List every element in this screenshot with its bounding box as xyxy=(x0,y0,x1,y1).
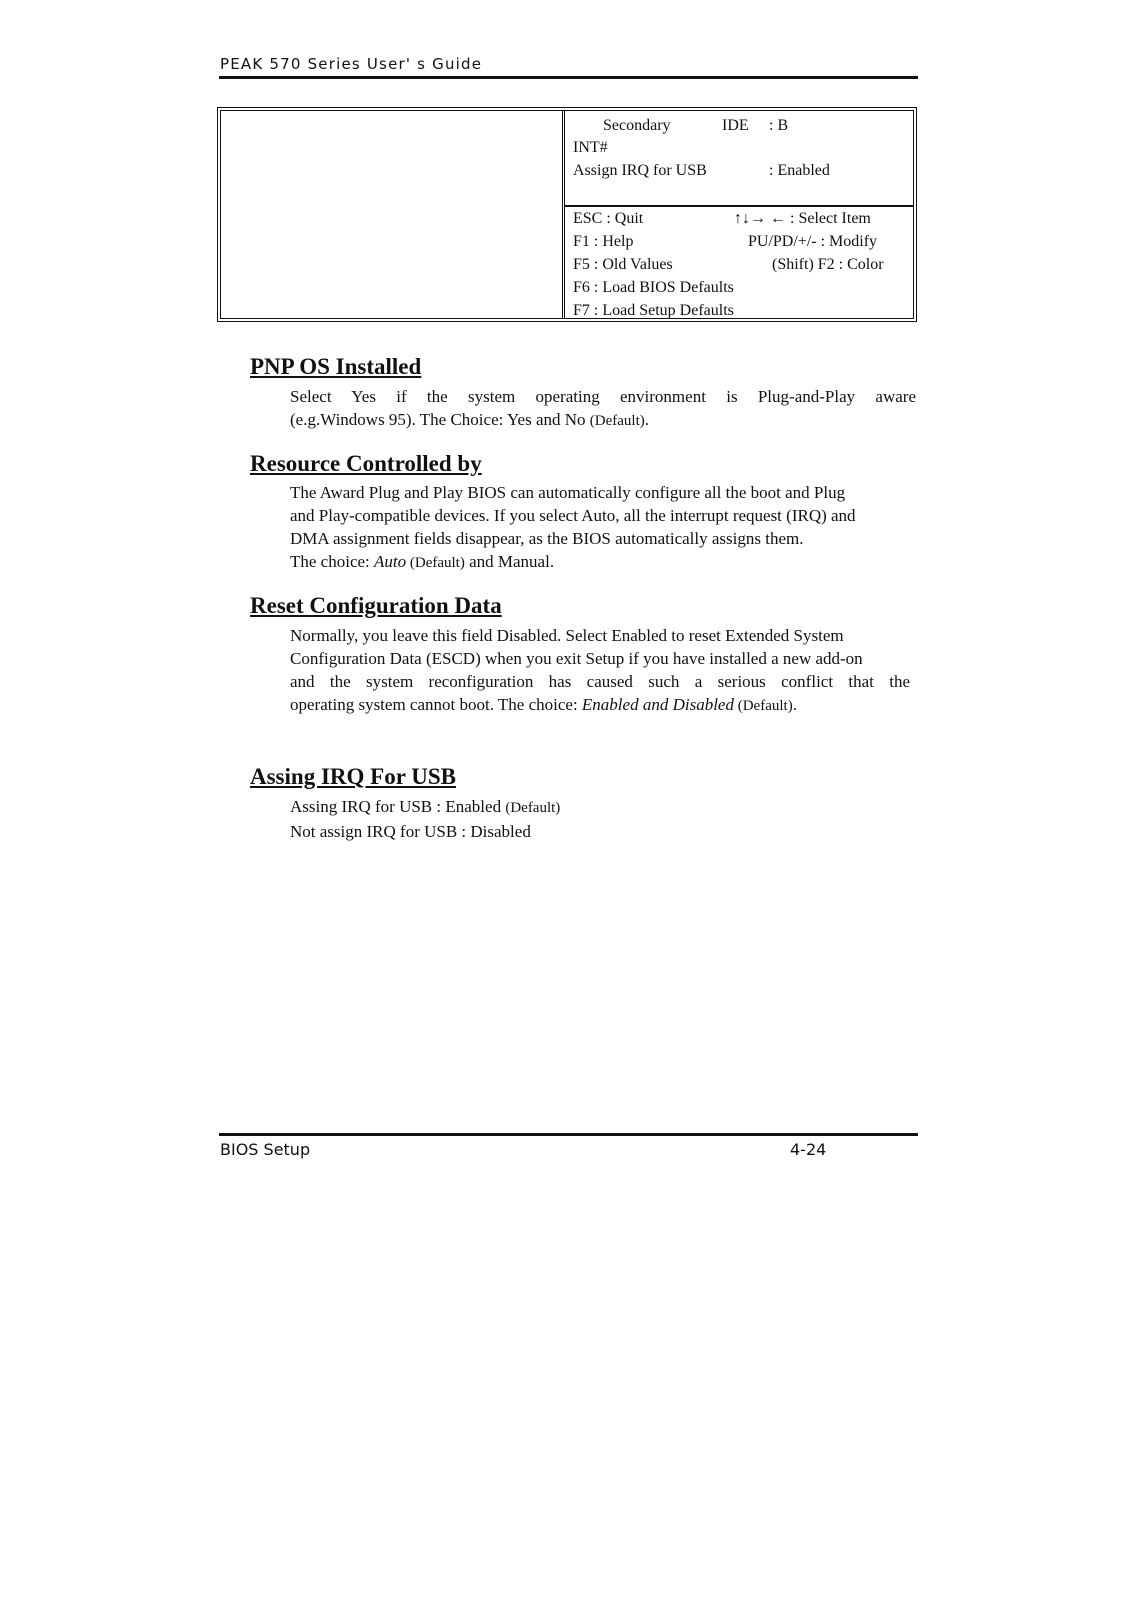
reset-line-2: Configuration Data (ESCD) when you exit Setup if you have installed a new add-on xyxy=(290,649,863,668)
setting-assign-irq-usb-value: : Enabled xyxy=(769,162,830,179)
reset-line-3: and the system reconfiguration has caused such a serious conflict that the xyxy=(290,672,910,691)
resource-line-1: The Award Plug and Play BIOS can automatically configure all the boot and Plug xyxy=(290,483,846,502)
pnp-line-2: (e.g.Windows 95). The Choice: Yes and No (Default). xyxy=(290,410,649,429)
heading-pnp-os-installed: PNP OS Installed xyxy=(250,354,422,379)
key-f1-help: F1 : Help xyxy=(573,233,634,250)
reset-line-1: Normally, you leave this field Disabled. Select Enabled to reset Extended System xyxy=(290,626,844,645)
resource-line-3: DMA assignment fields disappear, as the BIOS automatically assigns them. xyxy=(290,529,804,548)
paragraph-reset-configuration-data xyxy=(290,624,916,718)
bios-key-legend xyxy=(565,207,913,318)
key-f5-old-values: F5 : Old Values xyxy=(573,256,673,273)
pnp-line-1: Select Yes if the system operating environment is Plug-and-Play aware xyxy=(290,387,916,406)
reset-line-4: operating system cannot boot. The choice: Enabled and Disabled (Default). xyxy=(290,695,797,714)
resource-line-4: The choice: Auto (Default) and Manual. xyxy=(290,552,555,571)
key-f6-load-bios-defaults: F6 : Load BIOS Defaults xyxy=(573,279,734,296)
paragraph-pnp-os-installed xyxy=(290,385,916,433)
key-modify: PU/PD/+/- : Modify xyxy=(748,233,878,250)
resource-line-2: and Play-compatible devices. If you select Auto, all the interrupt request (IRQ) and xyxy=(290,506,856,525)
paragraph-resource-controlled-by xyxy=(290,481,916,575)
bios-options-area xyxy=(221,111,565,318)
header-rule xyxy=(219,76,918,79)
bios-settings-area xyxy=(565,111,913,207)
page-number: 4-24 xyxy=(790,1140,827,1159)
key-color: (Shift) F2 : Color xyxy=(772,256,884,273)
key-f7-load-setup-defaults: F7 : Load Setup Defaults xyxy=(573,302,734,319)
paragraph-assing-irq-for-usb xyxy=(290,795,916,843)
setting-int-label: INT# xyxy=(573,139,608,156)
heading-resource-controlled-by: Resource Controlled by xyxy=(250,451,482,476)
bios-setup-panel xyxy=(217,107,917,322)
setting-secondary-value: : B xyxy=(769,117,789,134)
running-header: PEAK 570 Series User' s Guide xyxy=(220,55,483,73)
usb-line-2: Not assign IRQ for USB : Disabled xyxy=(290,822,531,841)
usb-line-1: Assing IRQ for USB : Enabled (Default) xyxy=(290,797,561,816)
footer-rule xyxy=(219,1133,918,1136)
key-esc-quit: ESC : Quit xyxy=(573,210,644,227)
heading-assing-irq-for-usb: Assing IRQ For USB xyxy=(250,764,456,789)
footer-section-title: BIOS Setup xyxy=(220,1140,311,1159)
setting-secondary-label: Secondary xyxy=(603,117,671,134)
setting-assign-irq-usb-label: Assign IRQ for USB xyxy=(573,162,707,179)
key-select-item: ↑↓→ ← : Select Item xyxy=(734,210,871,227)
heading-reset-configuration-data: Reset Configuration Data xyxy=(250,593,502,618)
setting-ide-label: IDE xyxy=(722,117,749,134)
